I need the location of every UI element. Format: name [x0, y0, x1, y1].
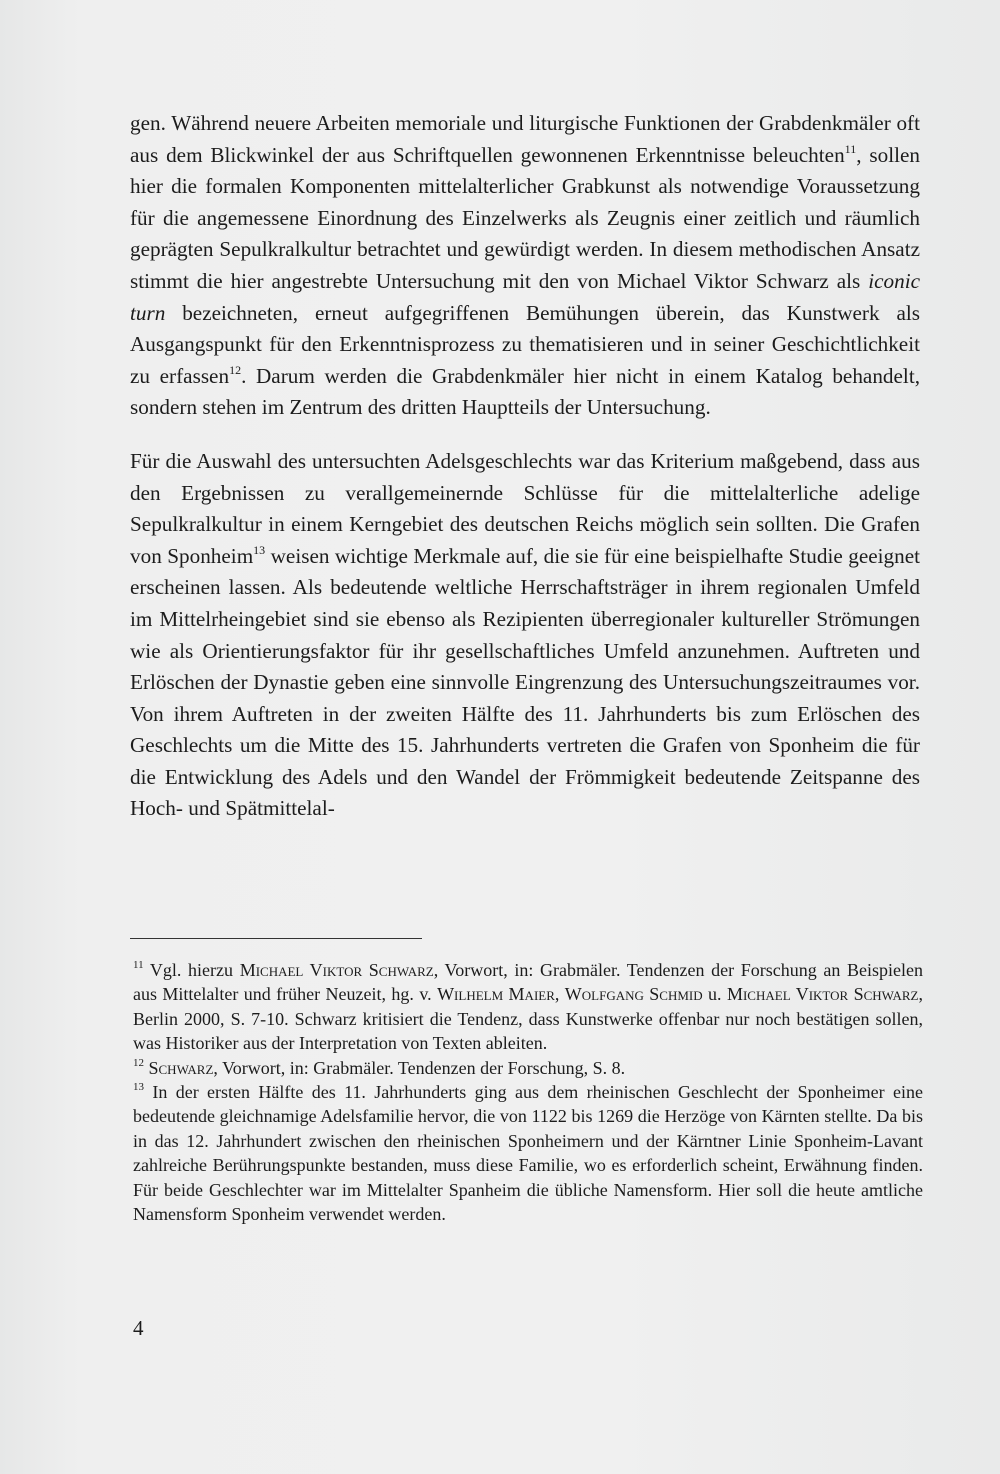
- footnote-reference: 12: [229, 362, 242, 377]
- paragraph: [130, 108, 920, 424]
- footnote-reference: 13: [133, 1081, 144, 1094]
- text-run: weisen wichtige Merkmale auf, die sie für eine beispielhafte Studie geeignet erscheinen lassen. Als bedeutende weltliche Herrschaftsträger in ihrem regionalen Umfeld im Mittelrheingebiet sind sie ebenso als Rezipienten überregionaler kultureller Strömungen wie als Orientierungsfaktor für ihr gesellschaftliches Umfeld anzunehmen. Auftreten und Erlöschen der Dynastie geben eine sinnvolle Eingrenzung des Untersuchungszeitraumes vor. Von ihrem Auftreten in der zweiten Hälfte des 11. Jahrhunderts bis zum Erlöschen des Geschlechts um die Mitte des 15. Jahrhunderts vertreten die Grafen von Sponheim die für die Entwicklung des Adels und den Wandel der Frömmigkeit bedeutende Zeitspanne des Hoch- und Spätmittelal-: [130, 543, 920, 821]
- text-run: Für die Auswahl des untersuchten Adelsgeschlechts war das Kriterium maßgebend, dass aus den Ergebnissen zu verallgemeinernde Schlüsse für die mittelalterliche adelige Sepulkralkultur in einem Kerngebiet des deutschen Reichs möglich sein sollten. Die Grafen von Sponheim: [130, 448, 920, 568]
- page-number: 4: [133, 1316, 144, 1340]
- author-name: Schwarz: [148, 1057, 214, 1078]
- author-name: Wolfgang Schmid: [564, 984, 703, 1005]
- footnote: [133, 958, 923, 1056]
- text-run: . Darum werden die Grabdenkmäler hier nicht in einem Katalog behandelt, sondern stehen im Zentrum des dritten Hauptteils der Untersuchung.: [130, 363, 921, 420]
- footnote-text: , Vorwort, in: Grabmäler. Tendenzen der Forschung an Beispielen aus Mittelalter und früher Neuzeit, hg. v.: [133, 960, 923, 1005]
- footnote-text: ,: [554, 984, 565, 1005]
- italic-text: iconic turn: [130, 268, 920, 325]
- footnote-text: In der ersten Hälfte des 11. Jahrhunderts ging aus dem rheinischen Geschlecht der Sponheimer eine bedeutende gleichnamige Adelsfamilie hervor, die von 1122 bis 1269 die Herzöge von Kärnten stellte. Da bis in das 12. Jahrhundert zwischen den rheinischen Sponheimern und der Kärntner Linie Sponheim-Lavant zahlreiche Berührungspunkte bestanden, muss diese Familie, wo es erforderlich scheint, Erwähnung finden. Für beide Geschlechter war im Mittelalter Spanheim die übliche Namensform. Hier soll die heute amtliche Namensform Sponheim verwendet werden.: [133, 1082, 923, 1225]
- text-run: gen. Während neuere Arbeiten memoriale und liturgische Funktionen der Grabdenkmäler oft aus dem Blickwinkel der aus Schriftquellen gewonnenen Erkenntnisse beleuchten: [130, 111, 920, 167]
- footnote: [133, 1080, 923, 1226]
- author-name: Michael Viktor Schwarz: [239, 960, 434, 980]
- footnote: [133, 1056, 923, 1080]
- footnotes: [133, 958, 923, 1226]
- text-run: bezeichneten, erneut aufgegriffenen Bemühungen überein, das Kunstwerk als Ausgangspunkt für den Erkenntnisprozess zu thematisieren und in seiner Geschichtlichkeit zu erfassen: [130, 300, 920, 388]
- paragraph: [130, 446, 920, 825]
- author-name: Wilhelm Maier: [437, 984, 555, 1005]
- body-text: [130, 108, 920, 825]
- footnote-text: , Vorwort, in: Grabmäler. Tendenzen der Forschung, S. 8.: [213, 1057, 626, 1078]
- footnote-reference: 11: [844, 141, 857, 156]
- footnote-text: u.: [702, 984, 727, 1005]
- footnote-reference: 11: [133, 959, 144, 971]
- footnote-reference: 12: [133, 1056, 144, 1069]
- text-run: , sollen hier die formalen Komponenten mittelalterlicher Grabkunst als notwendige Voraussetzung für die angemessene Einordnung des Einzelwerks als Zeugnis einer zeitlich und räumlich geprägten Sepulkralkultur betrachtet und gewürdigt werden. In diesem methodischen Ansatz stimmt die hier angestrebte Untersuchung mit den von Michael Viktor Schwarz als: [130, 142, 920, 293]
- footnote-text: , Berlin 2000, S. 7-10. Schwarz kritisiert die Tendenz, dass Kunstwerke offenbar nur noch bestätigen sollen, was Historiker aus der Interpretation von Texten ableiten.: [133, 984, 923, 1054]
- footnote-reference: 13: [253, 542, 266, 557]
- footnote-text: Vgl. hierzu: [143, 960, 240, 980]
- author-name: Michael Viktor Schwarz: [726, 984, 919, 1005]
- footnote-separator: [130, 938, 422, 939]
